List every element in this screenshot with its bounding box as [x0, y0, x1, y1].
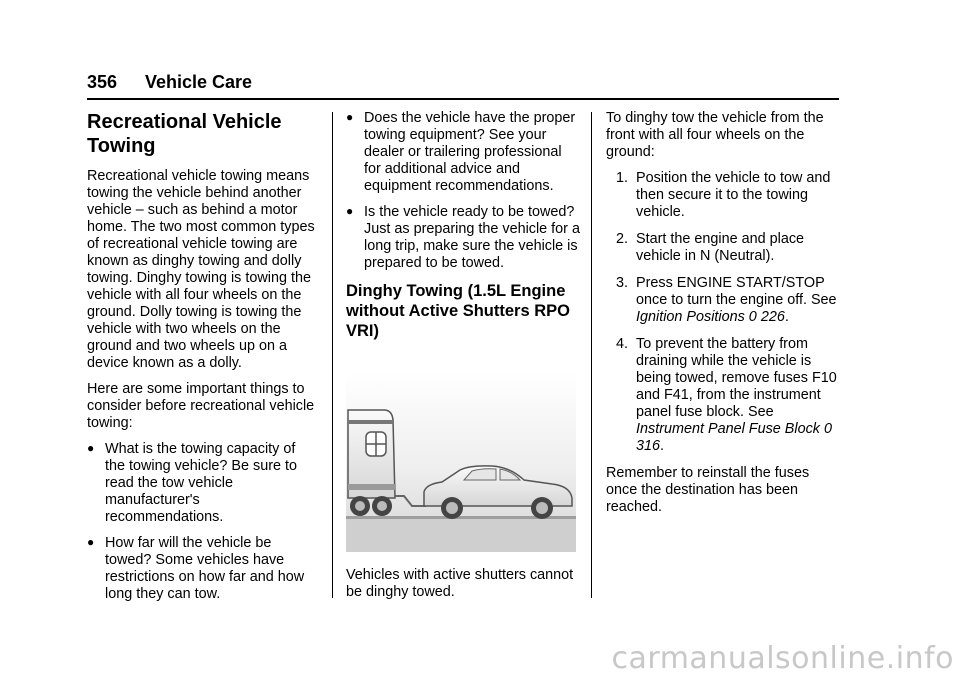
step-number: 3. — [616, 275, 629, 291]
list-item — [606, 170, 842, 221]
column-1 — [87, 110, 319, 612]
steps-intro: To dinghy tow the vehicle from the front with all four wheels on the ground: — [606, 110, 824, 160]
column-divider-1 — [332, 112, 333, 598]
cross-reference-link[interactable]: Ignition Positions — [636, 309, 745, 325]
step-text: Position the vehicle to tow and then secure it to the towing vehicle. — [636, 170, 831, 220]
step-text: Start the engine and place vehicle in N (Neutral). — [636, 231, 805, 264]
towing-illustration — [346, 372, 576, 552]
subheading: Dinghy Towing (1.5L Engine without Active Shutters RPO VRI) — [346, 282, 570, 340]
bullet-icon: ● — [346, 204, 354, 218]
bullet-text: What is the towing capacity of the towing vehicle? Be sure to read the tow vehicle manufacturer's recommendations. — [105, 441, 297, 525]
considerations-paragraph: Here are some important things to consider before recreational vehicle towing: — [87, 381, 315, 431]
step-end: . — [660, 438, 665, 454]
page-header — [87, 72, 839, 100]
bullet-text: Is the vehicle ready to be towed? Just as preparing the vehicle for a long trip, make sure the vehicle is prepared to be towed. — [364, 204, 580, 271]
page-arrow-icon: 0 — [748, 309, 757, 325]
step-text: To prevent the battery from draining while the vehicle is being towed, remove fuses F10 and F41, from the instrument panel fuse block. See — [636, 336, 837, 420]
list-item — [606, 336, 842, 455]
page-arrow-icon: 0 — [823, 421, 832, 437]
reference-page[interactable]: 226 — [760, 309, 785, 325]
watermark: carmanualsonline.info — [611, 641, 954, 676]
bullet-icon: ● — [346, 110, 354, 124]
column-3 — [606, 110, 842, 525]
step-number: 1. — [616, 170, 629, 186]
list-item — [606, 231, 842, 265]
steps-outro: Remember to reinstall the fuses once the destination has been reached. — [606, 465, 810, 515]
reference-page[interactable]: 316 — [636, 438, 661, 454]
step-text: Press ENGINE START/STOP once to turn the engine off. See — [636, 275, 837, 308]
header-rule — [87, 98, 839, 100]
figure-caption-block — [346, 567, 580, 610]
column-divider-2 — [591, 112, 592, 598]
bullet-icon: ● — [87, 535, 95, 549]
list-item — [87, 441, 319, 526]
bullet-icon: ● — [87, 441, 95, 455]
section-heading: Recreational Vehicle Towing — [87, 111, 282, 157]
motorhome-towing-car-icon — [346, 372, 576, 552]
step-end: . — [784, 309, 789, 325]
step-number: 4. — [616, 336, 629, 352]
list-item — [346, 204, 580, 272]
bullet-text: Does the vehicle have the proper towing equipment? See your dealer or trailering professional for additional advice and equipment recommendations. — [364, 110, 576, 194]
figure-caption: Vehicles with active shutters cannot be dinghy towed. — [346, 567, 574, 600]
bullet-text: How far will the vehicle be towed? Some vehicles have restrictions on how far and how long they can tow. — [105, 535, 305, 602]
list-item — [606, 275, 842, 326]
section-title: Vehicle Care — [145, 72, 253, 92]
page-number: 356 — [87, 72, 118, 92]
intro-paragraph: Recreational vehicle towing means towing the vehicle behind another vehicle – such as behind a motor home. The two most common types of recreational vehicle towing are known as dinghy towing and dolly towing. Dinghy towing is towing the vehicle with all four wheels on the ground. Dolly towing is towing the vehicle with two wheels on the ground and two wheels up on a device known as a dolly. — [87, 168, 315, 371]
column-2 — [346, 110, 580, 351]
cross-reference-link[interactable]: Instrument Panel Fuse Block — [636, 421, 820, 437]
list-item — [346, 110, 580, 195]
list-item — [87, 535, 319, 603]
step-number: 2. — [616, 231, 629, 247]
